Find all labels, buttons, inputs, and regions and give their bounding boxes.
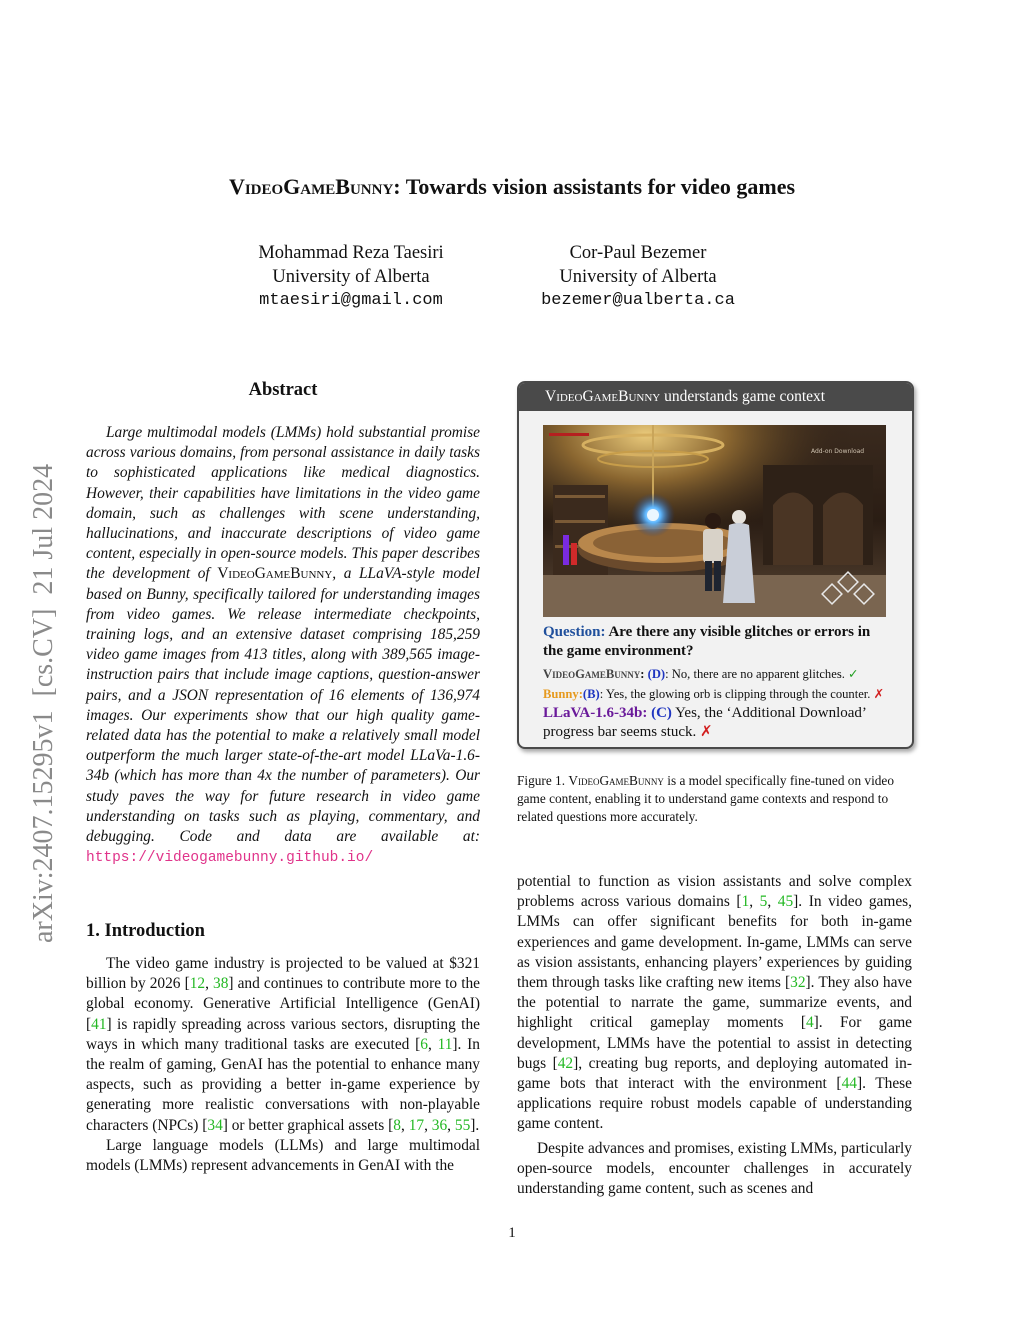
citation-link[interactable]: 41 bbox=[91, 1015, 107, 1033]
citation-link[interactable]: 6 bbox=[420, 1035, 428, 1053]
intro-right-column bbox=[517, 872, 912, 1199]
author-name: Mohammad Reza Taesiri bbox=[258, 243, 444, 263]
citation-link[interactable]: 38 bbox=[213, 975, 229, 993]
abstract-body: Large multimodal models (LMMs) hold substantial promise across various domains, from personal assistance in daily tasks to sophisticated applications like medical diagnostics. However, their capabilities have limitations in the video game domain, such as challenges with scene understanding, hallucinations, and inaccurate descriptions of video game content, especially in open-source models. This paper describes the development of VideoGameBunny, a LLaVA-style model based on Bunny, specifically tailored for understanding images from video games. We release intermediate checkpoints, training logs, and an extensive dataset comprising 185,259 video game images from 413 titles, along with 389,565 image-instruction pairs that include image captions, question-answer pairs, and a JSON representation of 16 elements of 136,974 images. Our experiments show that our high quality game-related data has the potential to make a relatively small model outperform the much larger state-of-the-art model LLaVa-1.6-34b (which has more than 4x the number of parameters). Our study paves the way for future research in video game understanding on tasks such as playing, commentary, and debugging. Code and data are available at: https://videogamebunny.github.io/ bbox=[86, 424, 480, 867]
paragraph-text: The video game industry is projected to be valued at $321 billion by 2026 [ bbox=[86, 955, 480, 993]
author-block-1 bbox=[191, 241, 511, 313]
paragraph-text: ] and continues to contribute more to the global economy. Generative Artificial Intelligence (GenAI) [ bbox=[86, 975, 480, 1033]
paragraph-text: , bbox=[749, 893, 760, 911]
answer-bunny: Bunny:(B): Yes, the glowing orb is clipping through the counter. ✗ bbox=[543, 687, 885, 701]
paragraph-text: , bbox=[767, 893, 778, 911]
author-name: Cor-Paul Bezemer bbox=[569, 243, 707, 263]
citation-link[interactable]: 34 bbox=[207, 1116, 223, 1134]
citation-link[interactable]: 55 bbox=[454, 1116, 471, 1134]
citation-link[interactable]: 32 bbox=[790, 974, 806, 992]
answer-llava: LLaVA-1.6-34b: (C) Yes, the ‘Additional Download’ progress bar seems stuck. ✗ bbox=[543, 705, 866, 740]
arxiv-stamp: arXiv:2407.15295v1 [cs.CV] 21 Jul 2024 bbox=[28, 463, 59, 943]
paragraph-text: ] or better graphical assets [ bbox=[222, 1116, 394, 1134]
citation-link[interactable]: 45 bbox=[777, 893, 794, 911]
citation-link[interactable]: 17 bbox=[408, 1116, 425, 1134]
check-icon: ✓ bbox=[848, 667, 859, 681]
cross-icon: ✗ bbox=[700, 724, 713, 740]
citation-link[interactable]: 36 bbox=[431, 1116, 448, 1134]
answer-videogamebunny: VideoGameBunny: (D): No, there are no apparent glitches. ✓ bbox=[543, 667, 859, 681]
citation-link[interactable]: 5 bbox=[759, 893, 768, 911]
figure-qa bbox=[543, 623, 888, 742]
paragraph-text: , bbox=[400, 1116, 409, 1134]
paragraph-text: ]. bbox=[470, 1116, 480, 1134]
cross-icon: ✗ bbox=[873, 687, 885, 701]
paragraph-text: ], creating bug reports, and deploying automated in-game bots that interact with the environment [ bbox=[517, 1054, 912, 1093]
paragraph-text: , bbox=[424, 1116, 432, 1134]
paragraph-text: , bbox=[427, 1035, 438, 1053]
author-email[interactable]: mtaesiri@gmail.com bbox=[259, 291, 443, 310]
paragraph-text: ]. For game development, LMMs have the potential to assist in detecting bugs [ bbox=[517, 1014, 912, 1072]
author-email[interactable]: bezemer@ualberta.ca bbox=[541, 291, 735, 310]
citation-link[interactable]: 11 bbox=[437, 1035, 453, 1053]
citation-link[interactable]: 8 bbox=[393, 1116, 401, 1134]
paragraph-text: ] is rapidly spreading across various sectors, disrupting the ways in which many traditional tasks are executed [ bbox=[86, 1015, 480, 1053]
intro-paragraph-3: Despite advances and promises, existing LMMs, particularly open-source models, encounter challenges in accurately understanding game content, such as scenes and bbox=[517, 1139, 912, 1198]
paragraph-text: potential to function as vision assistants and solve complex problems across various domains [ bbox=[517, 873, 912, 911]
paragraph-text: , bbox=[205, 975, 214, 993]
model-name: VideoGameBunny bbox=[217, 565, 333, 583]
author-block-2 bbox=[478, 241, 798, 313]
figure-header: VideoGameBunny understands game context bbox=[519, 383, 912, 411]
abstract-heading: Abstract bbox=[248, 380, 318, 400]
introduction-heading: 1. Introduction bbox=[86, 921, 205, 941]
figure-1-caption: Figure 1. VideoGameBunny is a model specifically fine-tuned on video game content, enabling it to understand game contexts and respond to related questions more accurately. bbox=[517, 773, 894, 824]
intro-paragraph-1 bbox=[86, 954, 480, 1136]
figure-question: Question: Are there any visible glitches or errors in the game environment? bbox=[543, 624, 871, 659]
paragraph-text: ]. They also have the potential to narrate the game, summarize events, and highlight critical gameplay moments [ bbox=[517, 974, 912, 1032]
intro-left-column bbox=[86, 954, 480, 1176]
citation-link[interactable]: 12 bbox=[189, 975, 206, 993]
author-affiliation: University of Alberta bbox=[272, 267, 430, 287]
game-screenshot bbox=[543, 425, 886, 617]
project-url-link[interactable]: https://videogamebunny.github.io/ bbox=[86, 850, 374, 867]
author-affiliation: University of Alberta bbox=[559, 267, 717, 287]
intro-paragraph-2-continued bbox=[517, 872, 912, 1135]
citation-link[interactable]: 4 bbox=[805, 1014, 814, 1032]
intro-paragraph-2: Large language models (LLMs) and large multimodal models (LMMs) represent advancements in GenAI with the bbox=[86, 1136, 480, 1175]
paragraph-text: ]. In video games, LMMs can offer significant benefits for both in-game experiences and game development. In-game, LMMs can serve as vision assistants, enhancing players’ experiences by guiding them through tasks like crafting new items [ bbox=[517, 893, 912, 992]
citation-link[interactable]: 44 bbox=[841, 1075, 857, 1093]
game-overlay-text: Add-on Download bbox=[811, 448, 865, 455]
citation-link[interactable]: 1 bbox=[741, 893, 750, 911]
paragraph-text: ]. In the realm of gaming, GenAI has the potential to enhance many aspects, such as providing a better in-game experience by generating more realistic conversations with non-playable characters (NPCs) [ bbox=[86, 1035, 480, 1134]
paragraph-text: ]. These applications require robust models capable of understanding game content. bbox=[517, 1075, 913, 1133]
paper-title: VideoGameBunny: Towards vision assistants for video games bbox=[228, 174, 796, 199]
page-number: 1 bbox=[508, 1225, 516, 1241]
citation-link[interactable]: 42 bbox=[557, 1054, 574, 1072]
paragraph-text: , bbox=[447, 1116, 455, 1134]
figure-1-box bbox=[517, 381, 914, 749]
